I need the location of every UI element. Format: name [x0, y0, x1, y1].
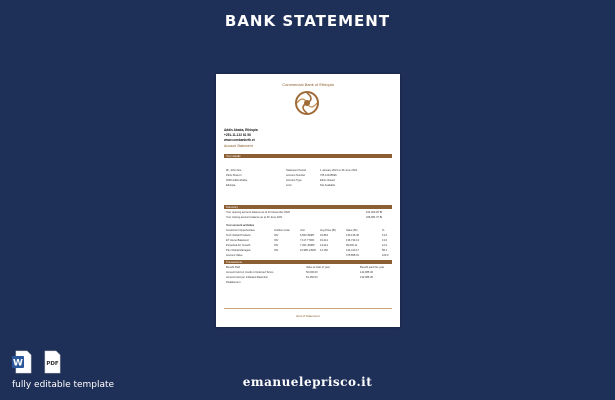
activity-cell: 6,563.39987 [300, 234, 315, 237]
transaction-cell: Amount held per Indicated Retention [226, 276, 269, 279]
detail-cell: Ethio Classic [320, 179, 335, 182]
detail-cell: Mr. John Doe [226, 169, 242, 172]
svg-text:W: W [13, 358, 23, 369]
detail-cell: Paris Street 1 [226, 174, 242, 177]
summary-label: Your closing account balance as at 30 June 2021 [226, 216, 283, 219]
address-line: www.combanketh.et [224, 138, 255, 142]
detail-cell: Account Number [286, 174, 306, 177]
pdf-file-icon [42, 350, 62, 374]
activity-header: Your account activities [226, 224, 255, 227]
detail-cell: Account Type [286, 179, 302, 182]
activity-cell: 13.214 [320, 244, 328, 247]
activity-cell: 130,135.36 [346, 234, 359, 237]
page-title: BANK STATEMENT [224, 12, 391, 30]
activity-cell: INV [274, 234, 279, 237]
transaction-cell: 142,085.36 [360, 271, 373, 274]
activity-cell: INV [274, 249, 279, 252]
activity-cell: 7,117.77000 [300, 239, 315, 242]
activity-cell: Perpetual AU Growth [226, 244, 251, 247]
transaction-cell: Benefit paid this year [360, 266, 385, 269]
activity-cell: INV [274, 244, 279, 247]
transaction-cell: 61,150.00 [306, 276, 318, 279]
activity-cell: 10,985.14930 [300, 249, 316, 252]
svg-text:PDF: PDF [46, 361, 59, 367]
activity-col: % [382, 229, 385, 232]
transaction-cell: Disablement [226, 281, 241, 284]
activity-cell: 134,410.17 [346, 249, 359, 252]
activity-cell: 19.863 [320, 234, 328, 237]
transaction-cell: 142,085.36 [360, 276, 373, 279]
detail-cell: 765 12345699 [320, 174, 337, 177]
activity-cell: 99,630.11 [346, 244, 358, 247]
template-caption: fully editable template [12, 380, 115, 390]
summary-value: 104,000.26 Br [366, 211, 383, 214]
activity-cell: 12.6 [382, 244, 388, 247]
section-bar: Transactions [224, 260, 392, 264]
statement-document-preview [216, 74, 400, 327]
divider [224, 308, 392, 309]
detail-cell: Not Available [320, 184, 336, 187]
activity-cell: Tech Global Products [226, 234, 251, 237]
transaction-cell: 50,000.00 [306, 271, 318, 274]
activity-cell: ET Home Balanced [226, 239, 249, 242]
end-of-statement-label: End of Statement [296, 314, 320, 318]
address-line: Addis Ababa, Ethiopia [224, 128, 258, 132]
section-bar: Your details [224, 154, 392, 158]
transaction-cell: Amount held on Credit or Deferred Terms [226, 271, 274, 274]
word-file-icon [12, 350, 32, 374]
activity-col: Investment Opportunities [226, 229, 255, 232]
activity-cell: 13.150 [320, 249, 328, 252]
account-statement-label: Account Statement [224, 144, 253, 148]
activity-cell: 13.6 [382, 234, 388, 237]
transaction-cell: Benefit Paid [226, 266, 240, 269]
activity-cell: 19.214 [320, 239, 328, 242]
detail-cell: 2000 Addis Ababa, [226, 179, 248, 182]
activity-cell: 475,858.01 [346, 254, 359, 257]
address-line: +251-11-122 81 56 [224, 133, 251, 137]
activity-cell: Account Value [226, 254, 243, 257]
activity-cell: INV [274, 239, 279, 242]
detail-cell: 1 January 2021 to 30 June 2021 [320, 169, 358, 172]
detail-cell: Ethiopia [226, 184, 236, 187]
summary-value: 328,081.37 Br [366, 216, 383, 219]
activity-cell: 136,733.13 [346, 239, 359, 242]
activity-col: Value (Br) [346, 229, 358, 232]
website-link[interactable]: emanuelepriscо.it [242, 375, 373, 389]
section-bar: Summary [224, 205, 392, 209]
bank-logo-icon [294, 90, 320, 116]
activity-col: Outflow Code [274, 229, 290, 232]
activity-cell: 100.0 [382, 254, 389, 257]
activity-cell: 58.1 [382, 249, 388, 252]
bank-name: Commercial Bank of Ethiopia [282, 82, 334, 87]
activity-cell: 13.6 [382, 239, 388, 242]
activity-col: Unit [300, 229, 305, 232]
transaction-cell: Value at start of year [306, 266, 330, 269]
detail-cell: Limit [286, 184, 292, 187]
activity-cell: 7,361.40980 [300, 244, 315, 247]
summary-label: Your opening account balance as at 31 December 2020 [226, 211, 290, 214]
activity-col: Avg Price (Br) [320, 229, 337, 232]
activity-cell: Pan Global Managed [226, 249, 251, 252]
detail-cell: Statement Period [286, 169, 307, 172]
